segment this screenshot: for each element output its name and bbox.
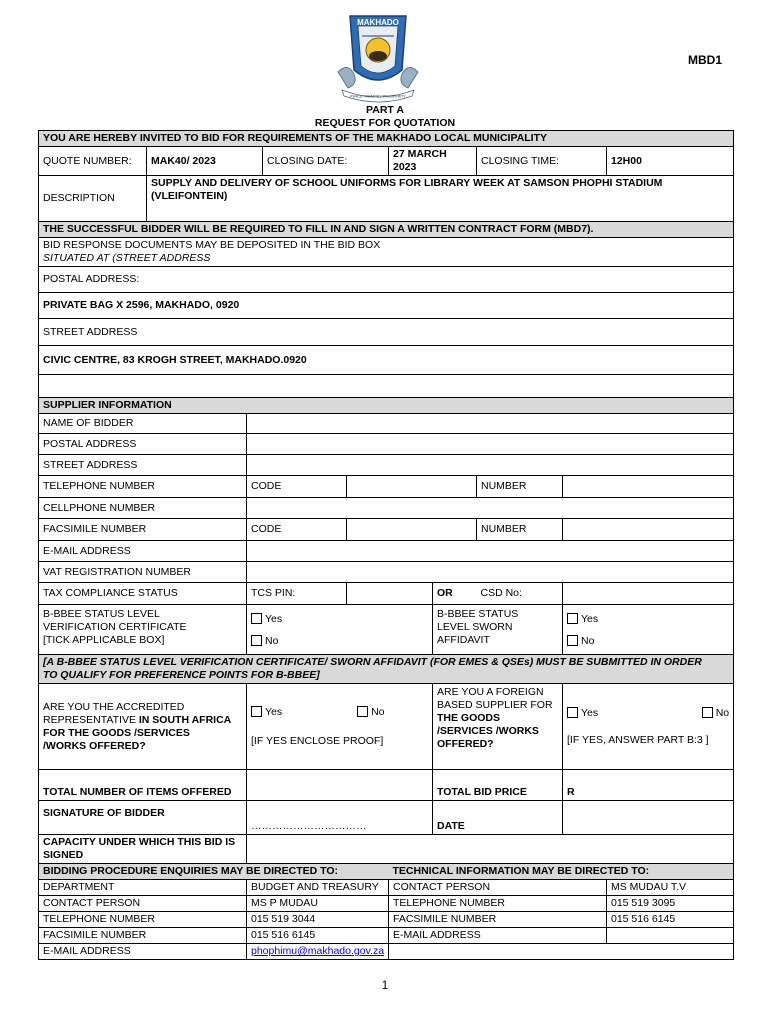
checkbox-icon[interactable] [251, 706, 262, 717]
name-of-bidder-field[interactable] [247, 414, 734, 434]
vat-field[interactable] [247, 562, 734, 583]
no-label: No [371, 705, 385, 718]
total-price-field[interactable] [563, 770, 734, 801]
tcs-pin-field[interactable] [347, 583, 433, 605]
telephone-number-label: NUMBER [477, 476, 563, 498]
signature-field[interactable] [247, 801, 433, 835]
deposit-line-1: BID RESPONSE DOCUMENTS MAY BE DEPOSITED IN THE BID BOX [43, 239, 381, 251]
checkbox-icon[interactable] [567, 613, 578, 624]
facsimile-label-enq: FACSIMILE NUMBER [39, 928, 247, 944]
csd-no-label: CSD No: [477, 583, 563, 605]
bbbee-certificate-label [39, 605, 247, 655]
bbbee-cert-line-3: [TICK APPLICABLE BOX] [43, 634, 165, 646]
bbbee-affidavit-label [433, 605, 563, 655]
telephone-number-field[interactable] [563, 476, 734, 498]
contract-notice: THE SUCCESSFUL BIDDER WILL BE REQUIRED TO FILL IN AND SIGN A WRITTEN CONTRACT FORM (MBD7). [39, 222, 734, 238]
tech-contact-label: CONTACT PERSON [389, 880, 607, 896]
quotation-form [38, 130, 734, 960]
description-value: SUPPLY AND DELIVERY OF SCHOOL UNIFORMS FOR LIBRARY WEEK AT SAMSON PHOPHI STADIUM (VLEIFONTEIN) [147, 176, 734, 222]
foreign-line-1: ARE YOU A FOREIGN [437, 686, 544, 698]
date-field[interactable] [563, 801, 734, 835]
telephone-label: TELEPHONE NUMBER [39, 476, 247, 498]
part-label: PART A [366, 104, 404, 116]
tcs-pin-label: TCS PIN: [247, 583, 347, 605]
foreign-yes-option[interactable] [567, 707, 598, 719]
supplier-postal-label: POSTAL ADDRESS [39, 434, 247, 455]
no-label: No [715, 706, 730, 719]
supplier-heading: SUPPLIER INFORMATION [39, 398, 734, 414]
tax-status-label: TAX COMPLIANCE STATUS [39, 583, 247, 605]
deposit-info [39, 238, 734, 267]
total-items-label: TOTAL NUMBER OF ITEMS OFFERED [39, 770, 247, 801]
yes-label: Yes [265, 613, 283, 625]
closing-date-label: CLOSING DATE: [263, 147, 389, 176]
postal-address-value: PRIVATE BAG X 2596, MAKHADO, 0920 [39, 293, 734, 319]
postal-address-label: POSTAL ADDRESS: [39, 267, 734, 293]
accredited-rep-options [247, 684, 433, 770]
bbbee-notice-line-2: TO QUALIFY FOR PREFERENCE POINTS FOR B-BBEE] [43, 669, 320, 681]
accredited-line-2a: REPRESENTATIVE [43, 713, 139, 726]
accredited-no-option[interactable] [357, 706, 384, 718]
cellphone-field[interactable] [247, 498, 734, 519]
checkbox-icon[interactable] [702, 707, 713, 718]
signature-label: SIGNATURE OF BIDDER [39, 801, 247, 835]
capacity-field[interactable] [247, 835, 734, 864]
deposit-line-2: SITUATED AT (STREET ADDRESS [43, 252, 211, 264]
or-label: OR [433, 583, 477, 605]
page-title [0, 104, 770, 130]
accredited-rep-question [39, 684, 247, 770]
foreign-line-3: THE GOODS [437, 712, 501, 724]
checkbox-icon[interactable] [251, 613, 262, 624]
supplier-street-label: STREET ADDRESS [39, 455, 247, 476]
tech-facsimile-value: 015 516 6145 [607, 912, 734, 928]
vat-label: VAT REGISTRATION NUMBER [39, 562, 247, 583]
foreign-supplier-options [563, 684, 734, 770]
tech-telephone-value: 015 519 3095 [607, 896, 734, 912]
accredited-line-2 [43, 714, 242, 727]
facsimile-label: FACSIMILE NUMBER [39, 519, 247, 541]
quote-number-label: QUOTE NUMBER: [39, 147, 147, 176]
procedure-enquiries-heading: BIDDING PROCEDURE ENQUIRIES MAY BE DIRECTED TO: [39, 864, 389, 880]
supplier-email-field[interactable] [247, 541, 734, 562]
department-label: DEPARTMENT [39, 880, 247, 896]
bbbee-aff-yes-option[interactable] [567, 613, 729, 626]
bbbee-aff-line-3: AFFIDAVIT [437, 634, 490, 646]
total-items-field[interactable] [247, 770, 433, 801]
subtitle: REQUEST FOR QUOTATION [314, 117, 456, 129]
tech-empty-cell [389, 944, 734, 960]
facsimile-code-label: CODE [247, 519, 347, 541]
department-value: BUDGET AND TREASURY [247, 880, 389, 896]
facsimile-number-label: NUMBER [477, 519, 563, 541]
tech-email-value [607, 928, 734, 944]
checkbox-icon[interactable] [251, 635, 262, 646]
yes-label: Yes [265, 705, 283, 718]
description-label: DESCRIPTION [39, 176, 147, 222]
email-value-cell [247, 944, 389, 960]
bbbee-affidavit-options [563, 605, 734, 655]
foreign-no-option[interactable] [702, 707, 729, 720]
foreign-line-2: BASED SUPPLIER FOR [437, 699, 553, 711]
telephone-code-field[interactable] [347, 476, 477, 498]
closing-date-value: 27 MARCH 2023 [389, 147, 477, 176]
street-address-label: STREET ADDRESS [39, 319, 734, 346]
invitation-heading: YOU ARE HEREBY INVITED TO BID FOR REQUIREMENTS OF THE MAKHADO LOCAL MUNICIPALITY [39, 131, 734, 147]
email-link[interactable]: phophimu@makhado.gov.za [251, 945, 385, 957]
name-of-bidder-label: NAME OF BIDDER [39, 414, 247, 434]
bbbee-aff-no-option[interactable] [567, 635, 729, 648]
accredited-yes-option[interactable] [251, 706, 282, 718]
facsimile-number-field[interactable] [563, 519, 734, 541]
contact-person-label: CONTACT PERSON [39, 896, 247, 912]
csd-no-field[interactable] [563, 583, 734, 605]
yes-label: Yes [581, 706, 599, 719]
foreign-yes-no [567, 707, 729, 720]
email-label-enq: E-MAIL ADDRESS [39, 944, 247, 960]
facsimile-code-field[interactable] [347, 519, 477, 541]
capacity-label: CAPACITY UNDER WHICH THIS BID IS SIGNED [39, 835, 247, 864]
telephone-label-enq: TELEPHONE NUMBER [39, 912, 247, 928]
foreign-supplier-question [433, 684, 563, 770]
total-price-label: TOTAL BID PRICE [433, 770, 563, 801]
tech-contact-value: MS MUDAU T.V [607, 880, 734, 896]
facsimile-value-enq: 015 516 6145 [247, 928, 389, 944]
bbbee-aff-line-2: LEVEL SWORN [437, 621, 513, 633]
page-number: 1 [381, 978, 389, 992]
foreign-note: [IF YES, ANSWER PART B:3 ] [567, 733, 709, 746]
bbbee-notice [39, 655, 734, 684]
street-address-value: CIVIC CENTRE, 83 KROGH STREET, MAKHADO.0920 [39, 346, 734, 375]
quote-number-value: MAK40/ 2023 [147, 147, 263, 176]
tech-email-label: E-MAIL ADDRESS [389, 928, 607, 944]
accredited-line-3: FOR THE GOODS /SERVICES [43, 726, 190, 739]
bbbee-aff-line-1: B-BBEE STATUS [437, 608, 519, 620]
foreign-line-5: OFFERED? [437, 738, 494, 750]
no-label: No [581, 635, 595, 647]
telephone-value-enq: 015 519 3044 [247, 912, 389, 928]
foreign-line-4: /SERVICES /WORKS [437, 725, 539, 737]
logo-motto-text: PEACE HARMONY PROSPERITY [350, 94, 406, 99]
supplier-email-label: E-MAIL ADDRESS [39, 541, 247, 562]
checkbox-icon[interactable] [357, 706, 368, 717]
signature-dots: …………………………… [251, 820, 367, 832]
bbbee-cert-yes-option[interactable] [251, 613, 428, 626]
bbbee-cert-no-option[interactable] [251, 635, 428, 648]
accredited-line-4: /WORKS OFFERED? [43, 739, 146, 752]
enclose-proof-note: [IF YES ENCLOSE PROOF] [251, 734, 384, 747]
tech-facsimile-label: FACSIMILE NUMBER [389, 912, 607, 928]
no-label: No [265, 635, 279, 647]
logo-name-text: MAKHADO [357, 18, 399, 27]
accredited-yes-no [251, 706, 428, 719]
bbbee-cert-line-1: B-BBEE STATUS LEVEL [43, 608, 160, 620]
bbbee-notice-line-1: [A B-BBEE STATUS LEVEL VERIFICATION CERTIFICATE/ SWORN AFFIDAVIT (FOR EMES & QSEs) MUST BE SUBMITTED IN ORDER [43, 656, 702, 668]
tech-telephone-label: TELEPHONE NUMBER [389, 896, 607, 912]
contact-person-value: MS P MUDAU [247, 896, 389, 912]
closing-time-value: 12H00 [607, 147, 734, 176]
currency-label: R [567, 786, 575, 798]
checkbox-icon[interactable] [567, 707, 578, 718]
accredited-line-1: ARE YOU THE ACCREDITED [43, 700, 185, 713]
form-code: MBD1 [688, 53, 723, 67]
closing-time-label: CLOSING TIME: [477, 147, 607, 176]
date-label: DATE [433, 801, 563, 835]
bbbee-certificate-options [247, 605, 433, 655]
yes-label: Yes [581, 613, 599, 625]
bbbee-cert-line-2: VERIFICATION CERTIFICATE [43, 621, 187, 633]
supplier-street-field[interactable] [247, 455, 734, 476]
accredited-line-2b: IN SOUTH AFRICA [138, 713, 232, 726]
telephone-code-label: CODE [247, 476, 347, 498]
checkbox-icon[interactable] [567, 635, 578, 646]
supplier-postal-field[interactable] [247, 434, 734, 455]
technical-enquiries-heading: TECHNICAL INFORMATION MAY BE DIRECTED TO: [389, 864, 734, 880]
makhado-crest-logo [328, 12, 428, 104]
spacer-row [39, 375, 734, 398]
cellphone-label: CELLPHONE NUMBER [39, 498, 247, 519]
